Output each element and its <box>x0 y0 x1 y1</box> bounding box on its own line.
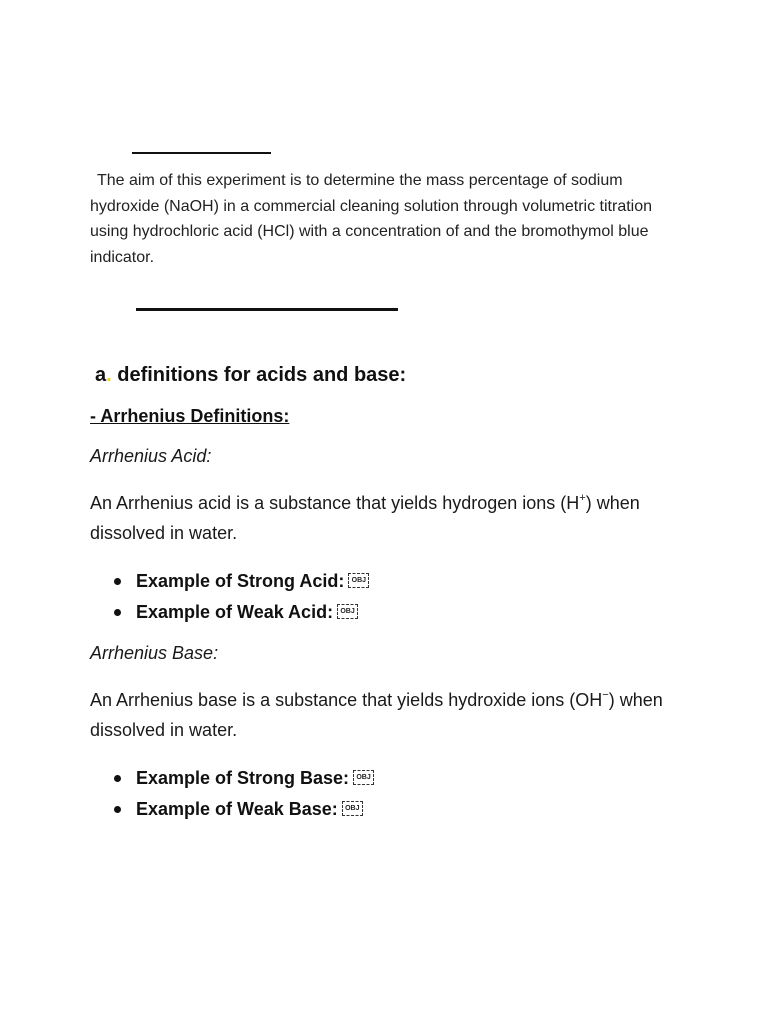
weak-acid-example-label: Example of Weak Acid: <box>136 602 334 622</box>
embedded-object-placeholder[interactable]: OBJ <box>342 801 363 816</box>
hydroxide-charge: − <box>602 689 609 701</box>
aim-text: The aim of this experiment is to determine the mass percentage of sodium hydroxide (NaOH) in a commercial cleaning solution through volumetric titration using hydrochloric acid (HCl) with a concentration of and the bromothymol blue indicator. <box>90 172 653 266</box>
weak-base-example-label: Example of Weak Base: <box>136 799 338 819</box>
strong-acid-example-label: Example of Strong Acid: <box>136 571 345 591</box>
embedded-object-placeholder[interactable]: OBJ <box>348 573 369 588</box>
section-letter: a <box>95 364 107 386</box>
bullet-icon <box>114 775 121 782</box>
acid-text-before: An Arrhenius acid is a substance that yields hydrogen ions (H <box>90 493 580 513</box>
arrhenius-subheading: - Arrhenius Definitions: <box>90 406 290 426</box>
bullet-icon <box>114 806 121 813</box>
list-item <box>110 597 369 628</box>
heading-underline-2 <box>136 308 398 311</box>
embedded-object-placeholder[interactable]: OBJ <box>337 604 358 619</box>
section-title: definitions for acids and base: <box>117 364 407 386</box>
embedded-object-placeholder[interactable]: OBJ <box>353 770 374 785</box>
section-a-heading <box>95 364 406 387</box>
list-item <box>110 794 374 825</box>
strong-base-example-label: Example of Strong Base: <box>136 768 350 788</box>
hydrogen-charge: + <box>579 492 586 504</box>
arrhenius-base-definition <box>90 685 690 745</box>
acid-examples-list <box>110 566 369 628</box>
base-examples-list <box>110 763 374 825</box>
base-text-after: ) when dissolved in water. <box>90 690 663 740</box>
arrhenius-base-label: Arrhenius Base: <box>90 643 219 663</box>
aim-paragraph <box>90 168 690 270</box>
list-item <box>110 763 374 794</box>
arrhenius-acid-label: Arrhenius Acid: <box>90 446 212 466</box>
base-text-before: An Arrhenius base is a substance that yields hydroxide ions (OH <box>90 690 603 710</box>
section-letter-dot: . <box>106 364 112 386</box>
acid-text-after: ) when dissolved in water. <box>90 493 640 543</box>
arrhenius-acid-definition <box>90 488 690 548</box>
heading-underline-1 <box>132 152 271 154</box>
bullet-icon <box>114 609 121 616</box>
list-item <box>110 566 369 597</box>
bullet-icon <box>114 578 121 585</box>
